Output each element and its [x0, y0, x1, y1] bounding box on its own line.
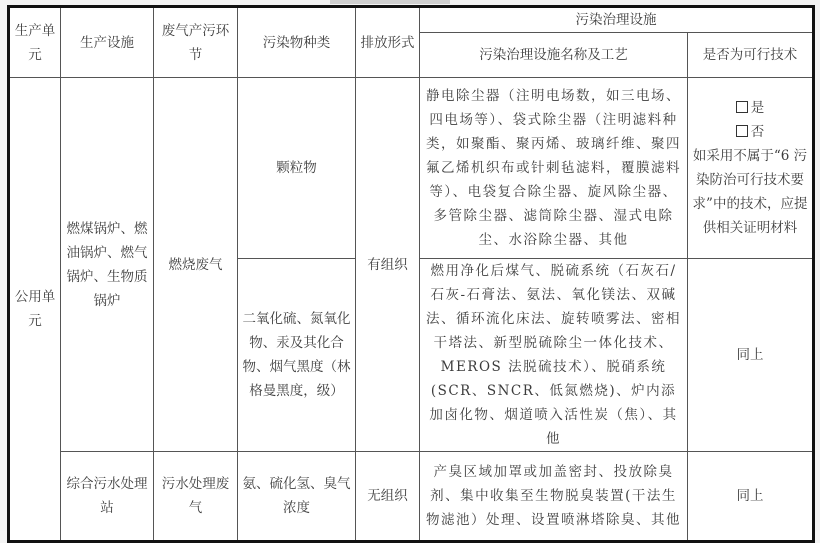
- option-yes-label: 是: [750, 100, 765, 116]
- cell-pollutant: 二氧化硫、氮氧化物、汞及其化合物、烟气黑度（林格曼黑度，级）: [238, 259, 356, 452]
- header-feasible: 是否为可行技术: [688, 33, 814, 78]
- table-row: [9, 452, 814, 542]
- table-row: [9, 78, 814, 259]
- header-treatment-group: 污染治理设施: [420, 7, 814, 33]
- header-stage: 废气产污环节: [154, 7, 238, 78]
- header-row-1: [9, 7, 814, 33]
- pollution-treatment-table: [7, 5, 815, 543]
- cell-feasible: 同上: [688, 259, 814, 452]
- cell-treatment: 产臭区域加罩或加盖密封、投放除臭剂、集中收集至生物脱臭装置(干法生物滤池）处理、设置喷淋塔除臭、其他: [420, 452, 688, 542]
- cell-stage: 污水处理废气: [154, 452, 238, 542]
- cell-treatment: 燃用净化后煤气、脱硫系统（石灰石/石灰-石膏法、氨法、氧化镁法、双碱法、循环流化床法、旋转喷雾法、密相干塔法、新型脱硫除尘一体化技术、MEROS 法脱硫技术）、脱硝系统(SCR、SNCR、低氮燃烧)、炉内添加卤化物、烟道喷入活性炭（焦）、其他: [420, 259, 688, 452]
- clipped-caption-strip: [330, 0, 450, 4]
- feasible-note: 如采用不属于“6 污染防治可行技术要求”中的技术，应提供相关证明材料: [692, 148, 808, 236]
- checkbox-icon[interactable]: [736, 125, 748, 137]
- checkbox-icon[interactable]: [736, 101, 748, 113]
- cell-stage: 燃烧废气: [154, 78, 238, 452]
- cell-discharge: 有组织: [356, 78, 420, 452]
- cell-pollutant: 氨、硫化氢、臭气浓度: [238, 452, 356, 542]
- cell-treatment: 静电除尘器（注明电场数，如三电场、四电场等）、袋式除尘器（注明滤料种类，如聚酯、聚丙烯、玻璃纤维、聚四氟乙烯机织布或针刺毡滤料，覆膜滤料等）、电袋复合除尘器、旋风除尘器、多管除尘器、滤筒除尘器、湿式电除尘、水浴除尘器、其他: [420, 78, 688, 259]
- header-facility: 生产设施: [61, 7, 154, 78]
- cell-feasible: 同上: [688, 452, 814, 542]
- cell-facility: 综合污水处理站: [61, 452, 154, 542]
- cell-unit: 公用单元: [9, 78, 61, 542]
- header-treatment-name: 污染治理设施名称及工艺: [420, 33, 688, 78]
- header-unit: 生产单元: [9, 7, 61, 78]
- cell-facility: 燃煤锅炉、燃油锅炉、燃气锅炉、生物质锅炉: [61, 78, 154, 452]
- header-discharge: 排放形式: [356, 7, 420, 78]
- option-no-label: 否: [750, 124, 765, 140]
- cell-pollutant: 颗粒物: [238, 78, 356, 259]
- cell-discharge: 无组织: [356, 452, 420, 542]
- option-yes[interactable]: [692, 96, 808, 120]
- option-no[interactable]: [692, 120, 808, 144]
- cell-feasible: [688, 78, 814, 259]
- header-pollutant: 污染物种类: [238, 7, 356, 78]
